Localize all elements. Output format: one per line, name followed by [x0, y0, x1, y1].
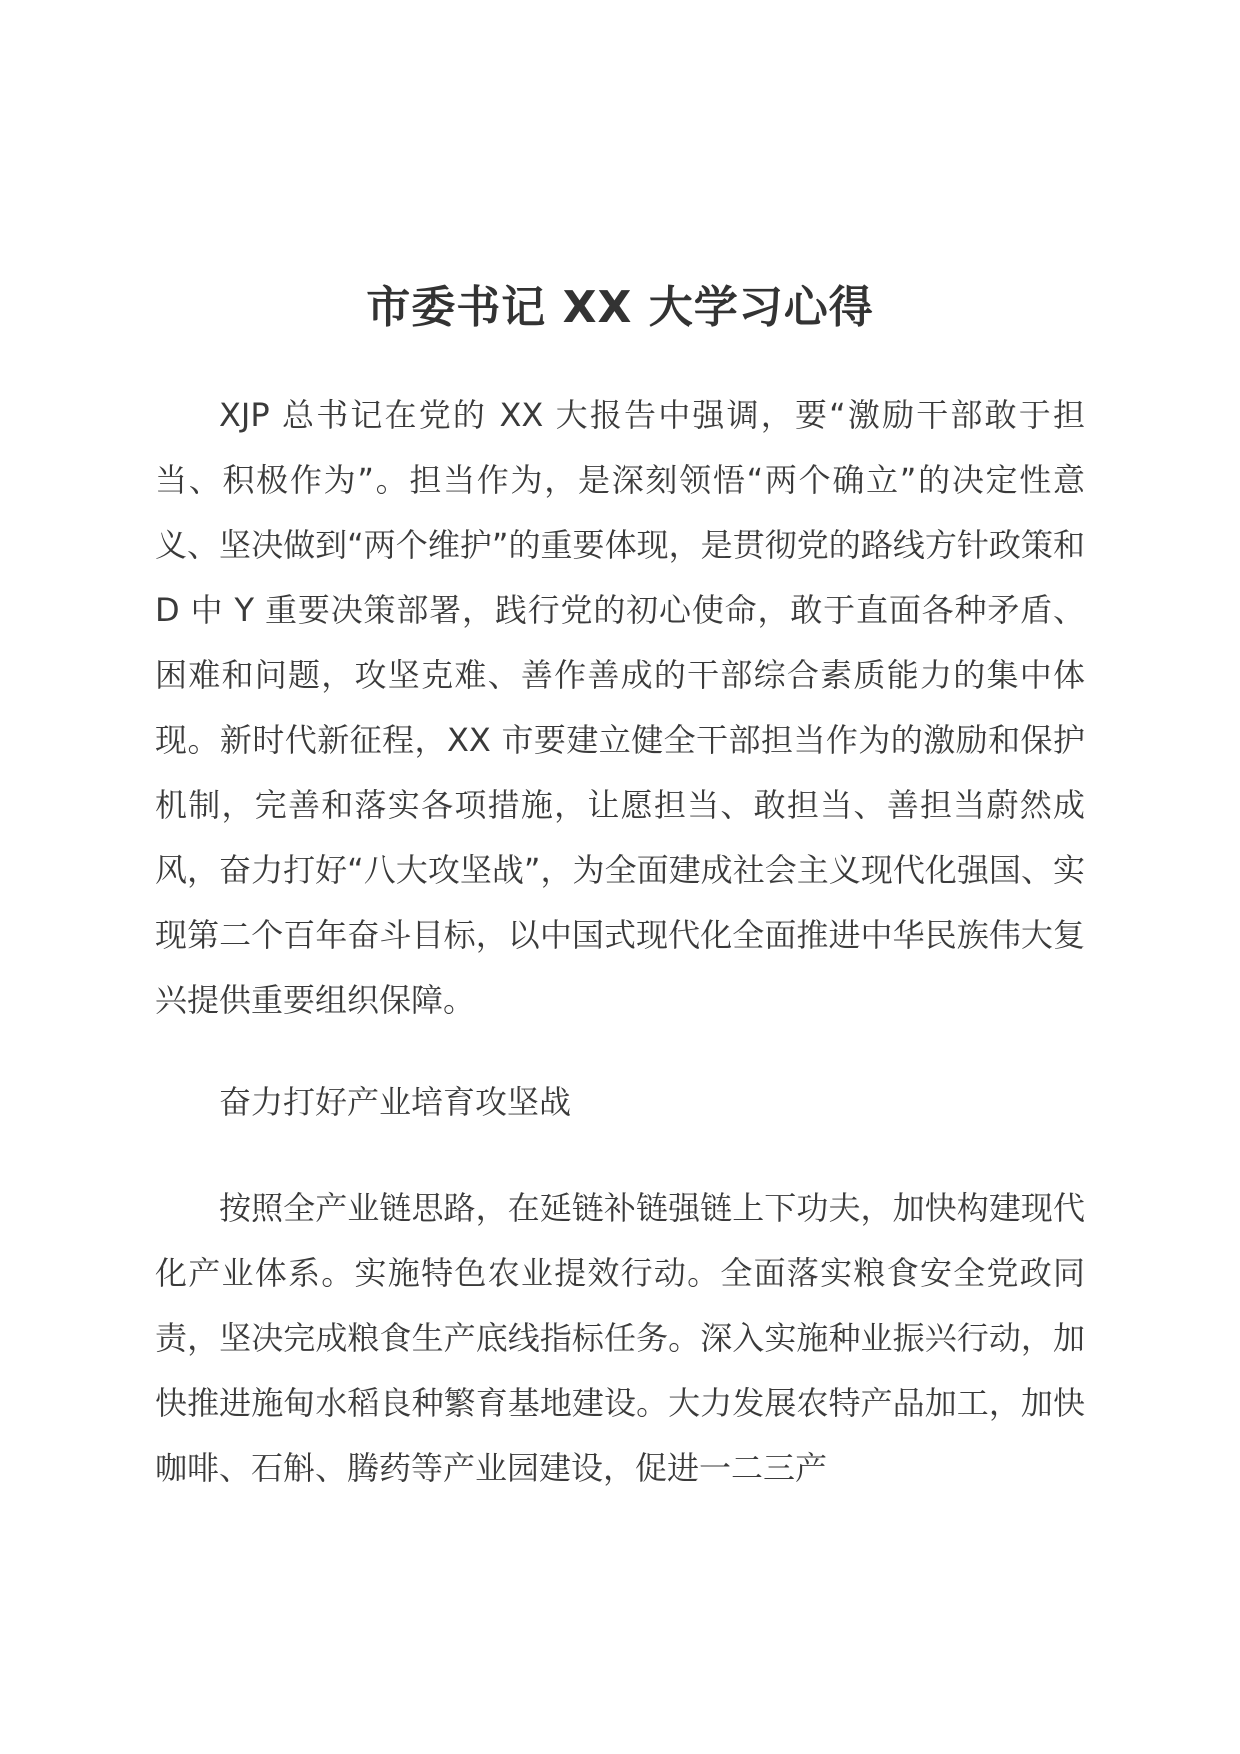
section-heading: 奋力打好产业培育攻坚战	[219, 1083, 572, 1121]
document-title: 市委书记 XX 大学习心得	[366, 282, 874, 333]
body-paragraph-industry: 按照全产业链思路，在延链补链强链上下功夫，加快构建现代化产业体系。实施特色农业提效行动。全面落实粮食安全党政同责，坚决完成粮食生产底线指标任务。深入实施种业振兴行动，加快推进施甸水稻良种繁育基地建设。大力发展农特产品加工，加快咖啡、石斛、腾药等产业园建设，促进一二三产	[155, 1189, 1085, 1487]
body-paragraph-intro: XJP 总书记在党的 XX 大报告中强调，要“激励干部敢于担当、积极作为”。担当作为，是深刻领悟“两个确立”的决定性意义、坚决做到“两个维护”的重要体现，是贯彻党的路线方针政策和 D 中 Y 重要决策部署，践行党的初心使命，敢于直面各种矛盾、困难和问题，攻坚克难、善作善成的干部综合素质能力的集中体现。新时代新征程，XX 市要建立健全干部担当作为的激励和保护机制，完善和落实各项措施，让愿担当、敢担当、善担当蔚然成风，奋力打好“八大攻坚战”，为全面建成社会主义现代化强国、实现第二个百年奋斗目标，以中国式现代化全面推进中华民族伟大复兴提供重要组织保障。	[155, 396, 1085, 1019]
